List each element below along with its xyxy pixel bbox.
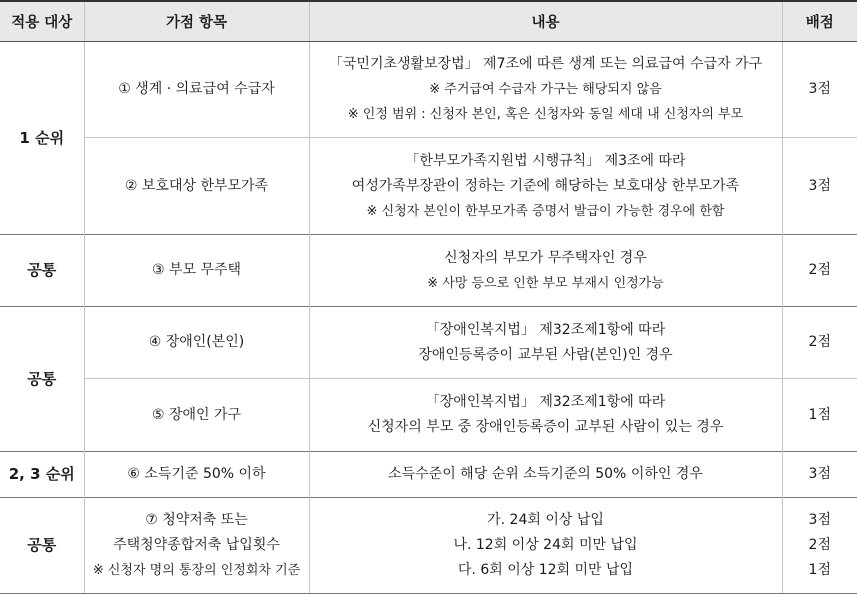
content-cell: [309, 235, 782, 307]
item-cell: ① 생계 · 의료급여 수급자: [84, 42, 309, 138]
content-line: 「국민기초생활보장법」 제7조에 따른 생계 또는 의료급여 수급자 가구: [328, 56, 763, 72]
item-cell: ③ 부모 무주택: [84, 235, 309, 307]
score-line: 2점: [808, 537, 831, 553]
table-row: [0, 235, 857, 307]
target-cell: 1 순위: [0, 42, 84, 235]
header-score: 배점: [782, 1, 857, 42]
content-line: 「장애인복지법」 제32조제1항에 따라: [425, 321, 666, 338]
item-cell: ⑤ 장애인 가구: [84, 379, 309, 452]
table-row: [0, 379, 857, 452]
content-line: 소득수준이 해당 순위 소득기준의 50% 이하인 경우: [388, 466, 703, 482]
content-line: 가. 24회 이상 납입: [487, 512, 604, 528]
score-cell: 3점: [782, 138, 857, 235]
header-item: 가점 항목: [84, 1, 309, 42]
content-line: 나. 12회 이상 24회 미만 납입: [453, 537, 638, 553]
content-line: 신청자의 부모가 무주택자인 경우: [444, 249, 647, 266]
content-line: 장애인등록증이 교부된 사람(본인)인 경우: [418, 346, 673, 363]
content-cell: [309, 307, 782, 379]
score-line: 3점: [808, 512, 831, 528]
item-note: ※ 신청자 명의 통장의 인정회차 기준: [92, 563, 301, 578]
content-cell: [309, 138, 782, 235]
content-line: 여성가족부장관이 정하는 기준에 해당하는 보호대상 한부모가족: [351, 177, 740, 194]
content-cell: [309, 42, 782, 138]
score-cell: 3점: [782, 452, 857, 498]
item-cell: [84, 498, 309, 594]
item-line: ⑦ 청약저축 또는: [145, 512, 248, 528]
header-content: 내용: [309, 1, 782, 42]
score-cell: 2점: [782, 235, 857, 307]
content-cell: [309, 452, 782, 498]
item-line: 주택청약종합저축 납입횟수: [113, 537, 280, 553]
score-cell: [782, 498, 857, 594]
target-cell: 공통: [0, 307, 84, 452]
content-note: ※ 주거급여 수급자 가구는 해당되지 않음: [429, 82, 662, 97]
score-cell: 3점: [782, 42, 857, 138]
content-cell: [309, 379, 782, 452]
content-note: ※ 사망 등으로 인한 부모 부재시 인정가능: [427, 275, 664, 291]
content-line: 「장애인복지법」 제32조제1항에 따라: [425, 394, 666, 410]
target-cell: 공통: [0, 235, 84, 307]
target-cell: 공통: [0, 498, 84, 594]
table-row: [0, 498, 857, 594]
item-cell: ④ 장애인(본인): [84, 307, 309, 379]
header-row: [0, 1, 857, 42]
content-cell: [309, 498, 782, 594]
item-cell: ② 보호대상 한부모가족: [84, 138, 309, 235]
content-line: 신청자의 부모 중 장애인등록증이 교부된 사람이 있는 경우: [367, 419, 724, 435]
item-cell: ⑥ 소득기준 50% 이하: [84, 452, 309, 498]
content-line: 「한부모가족지원법 시행규칙」 제3조에 따라: [405, 152, 686, 169]
table-row: [0, 307, 857, 379]
header-target: 적용 대상: [0, 1, 84, 42]
content-line: 다. 6회 이상 12회 미만 납입: [457, 562, 634, 578]
score-cell: 2점: [782, 307, 857, 379]
table-row: [0, 42, 857, 138]
score-line: 1점: [808, 562, 831, 578]
score-cell: 1점: [782, 379, 857, 452]
table-row: [0, 452, 857, 498]
table-row: [0, 138, 857, 235]
content-note: ※ 신청자 본인이 한부모가족 증명서 발급이 가능한 경우에 한함: [366, 203, 725, 219]
target-cell: 2, 3 순위: [0, 452, 84, 498]
content-note: ※ 인정 범위 : 신청자 본인, 혹은 신청자와 동일 세대 내 신청자의 부모: [347, 107, 744, 122]
